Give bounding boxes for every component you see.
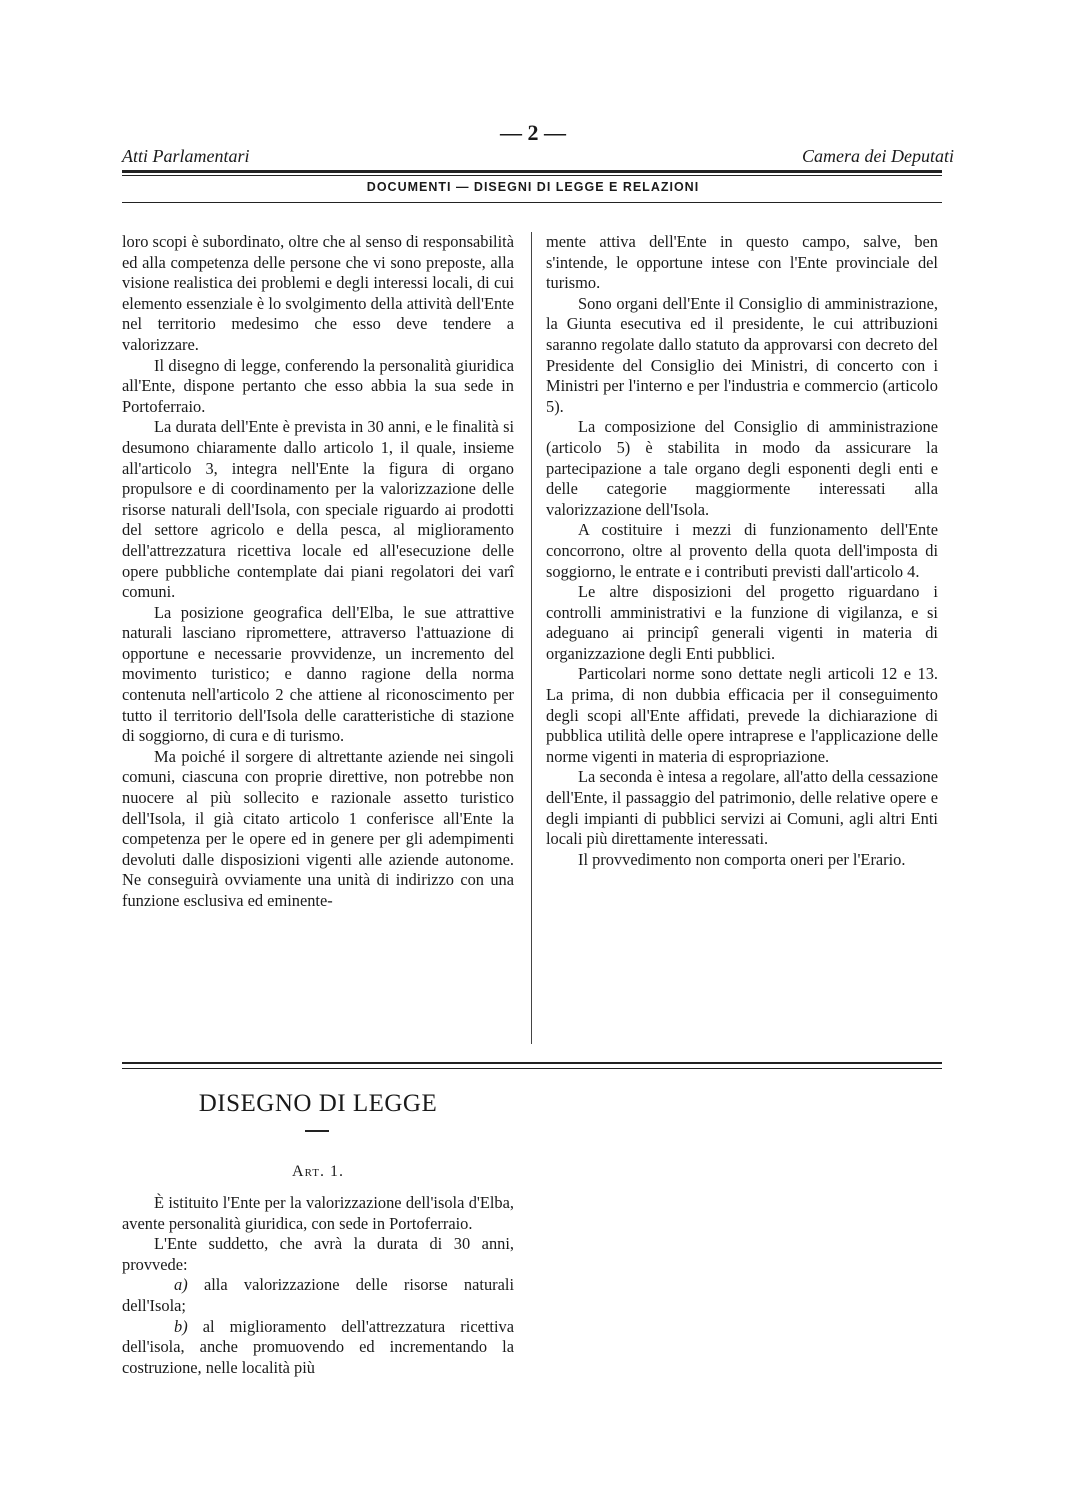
item-a-text: alla valorizzazione delle risorse naturali dell'Isola;	[122, 1275, 514, 1315]
right-paragraph: Sono organi dell'Ente il Consiglio di amministrazione, la Giunta esecutiva ed il presidente, le cui attribuzioni saranno regolate dallo statuto da approvarsi con decreto del Presidente del Consiglio dei Ministri, di concerto con i Ministri per l'interno e per l'industria e commercio (articolo 5).	[546, 293, 938, 416]
left-paragraph: loro scopi è subordinato, oltre che al senso di responsabilità ed alla competenza delle persone che vi sono preposte, alla visione realistica dei problemi e degli interessi locali, di cui elemento essenziale è lo svolgimento della attività dell'Ente nel territorio medesimo che esso deve tendere a valorizzare.	[122, 232, 514, 354]
item-a-label: a)	[174, 1275, 188, 1295]
bill-separator-rule-thick	[122, 1062, 942, 1064]
bill-item-a	[122, 1275, 514, 1316]
section-header: DOCUMENTI — DISEGNI DI LEGGE E RELAZIONI	[366, 180, 700, 194]
left-paragraph: La durata dell'Ente è prevista in 30 anni, e le finalità si desumono chiaramente dallo articolo 1, il quale, insieme all'articolo 3, integra nell'Ente la figura di organo propulsore e di coordinamento per la valorizzazione delle risorse naturali dell'Isola, con speciale riguardo ai prodotti del settore agricolo e della pesca, al miglioramento dell'attrezzatura ricettiva locale ed all'esecuzione delle opere pubbliche contemplate dai piani regolatori dei varî comuni.	[122, 417, 514, 602]
header-left-title: Atti Parlamentari	[122, 146, 250, 166]
header-rule-thin	[122, 175, 942, 176]
header-right-title: Camera dei Deputati	[802, 146, 954, 166]
item-b-text: al miglioramento dell'attrezzatura ricettiva dell'isola, anche promuovendo ed incrementando la costruzione, nelle località più	[122, 1316, 514, 1377]
right-paragraph: A costituire i mezzi di funzionamento dell'Ente concorrono, oltre al provento della quota dell'imposta di soggiorno, le entrate e i contributi previsti dall'articolo 4.	[546, 520, 938, 581]
section-rule	[122, 202, 942, 203]
bill-paragraph: È istituito l'Ente per la valorizzazione dell'isola d'Elba, avente personalità giuridica, con sede in Portoferraio.	[122, 1193, 514, 1233]
right-paragraph: La seconda è intesa a regolare, all'atto della cessazione dell'Ente, il passaggio del patrimonio, delle relative opere e degli impianti di pubblici servizi ai Comuni, agli altri Enti locali più direttamente interessati.	[546, 767, 938, 849]
column-divider	[531, 232, 532, 1044]
left-paragraph: Ma poiché il sorgere di altrettante aziende nei singoli comuni, ciascuna con proprie direttive, non potrebbe non nuocere al più sollecito e razionale assetto turistico dell'Isola, il già citato articolo 1 conferisce all'Ente la competenza per le opere ed in genere per gli adempimenti devoluti dalle disposizioni vigenti alle aziende autonome. Ne conseguirà ovviamente una unità di indirizzo con una funzione esclusiva ed eminente-	[122, 746, 514, 910]
left-column	[122, 232, 514, 912]
bill-item-b	[122, 1317, 514, 1379]
right-paragraph: Le altre disposizioni del progetto riguardano i controlli amministrativi e la funzione di vigilanza, e si adeguano ai principî generali vigenti in materia di organizzazione degli Enti pubblici.	[546, 582, 938, 663]
header-rule-thick	[122, 170, 942, 173]
bill-paragraph: L'Ente suddetto, che avrà la durata di 30 anni, provvede:	[122, 1234, 514, 1274]
bill-title: DISEGNO DI LEGGE	[198, 1090, 438, 1117]
right-paragraph: Il provvedimento non comporta oneri per l'Erario.	[578, 849, 906, 869]
article-heading: Art. 1.	[292, 1163, 344, 1180]
bill-separator-rule-thin	[122, 1068, 942, 1069]
left-paragraph: Il disegno di legge, conferendo la personalità giuridica all'Ente, dispone pertanto che esso abbia la sua sede in Portoferraio.	[122, 355, 514, 416]
right-paragraph: mente attiva dell'Ente in questo campo, salve, ben s'intende, le opportune intese con l'Ente provinciale del turismo.	[546, 232, 938, 293]
left-paragraph: La posizione geografica dell'Elba, le sue attrattive naturali lasciano ripromettere, attraverso l'attuazione di opportune e necessarie provvidenze, un incremento del movimento turistico; e danno ragione della norma contenuta nell'articolo 2 che attiene al riconoscimento per tutto il territorio dell'Isola delle caratteristiche di stazione di soggiorno, di cura e di turismo.	[122, 602, 514, 746]
right-paragraph: La composizione del Consiglio di amministrazione (articolo 5) è stabilita in modo da assicurare la partecipazione a tale organo degli esponenti degli enti e delle categorie maggiormente interessati alla valorizzazione dell'Isola.	[546, 417, 938, 519]
bill-title-dash	[305, 1130, 329, 1132]
right-paragraph: Particolari norme sono dettate negli articoli 12 e 13. La prima, di non dubbia efficacia per il conseguimento degli scopi all'Ente affidati, prevede la dichiarazione di pubblica utilità delle opere intraprese e l'applicazione delle norme vigenti in materia di espropriazione.	[546, 664, 938, 766]
item-b-label: b)	[174, 1316, 188, 1336]
page-number: — 2 —	[500, 120, 566, 145]
right-column	[546, 232, 938, 870]
bill-body	[122, 1193, 514, 1378]
